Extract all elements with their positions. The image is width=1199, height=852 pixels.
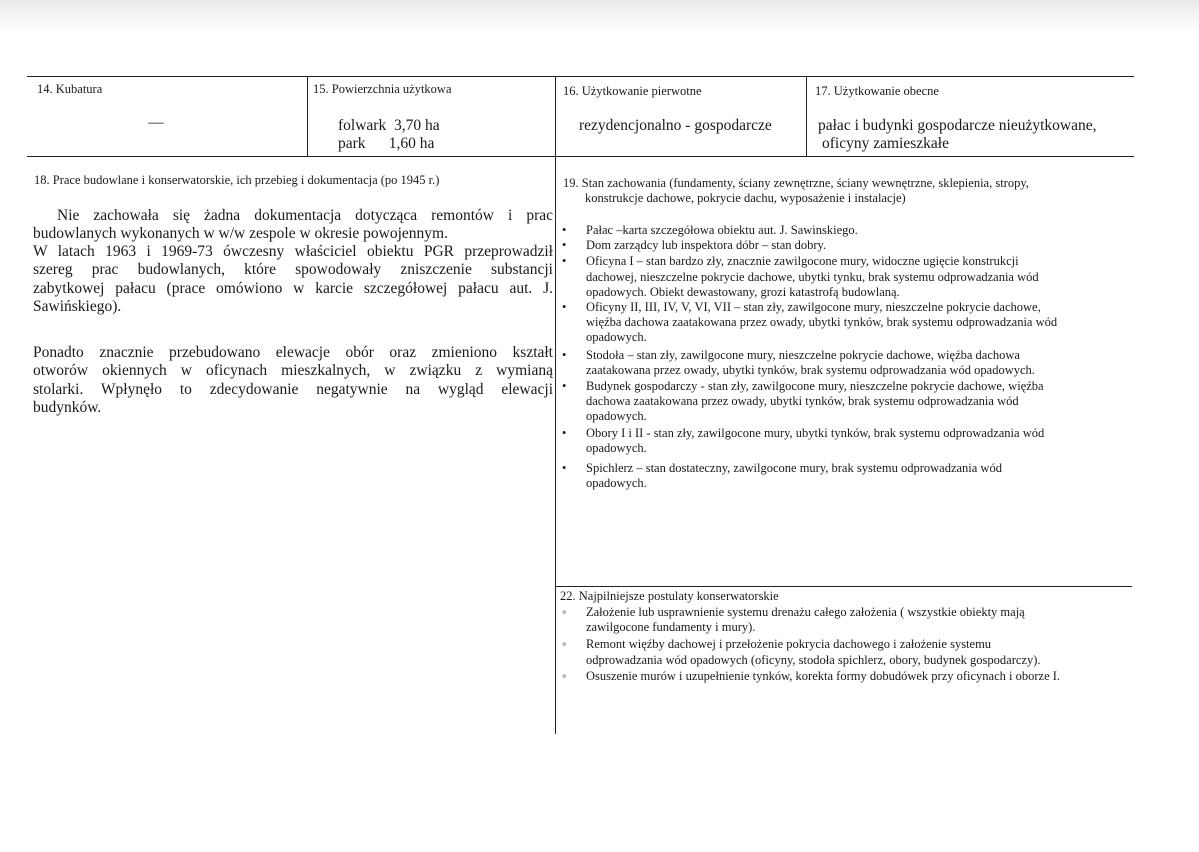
- paragraph-line: Nie zachowała się żadna dokumentacja dotycząca remontów i prac: [57, 207, 553, 224]
- uzytkowanie-obecne-label: 17. Użytkowanie obecne: [815, 84, 939, 98]
- paragraph-line: budynków.: [33, 398, 102, 416]
- section18-label: 18. Prace budowlane i konserwatorskie, ich przebieg i dokumentacja (po 1945 r.): [34, 173, 440, 187]
- bullet-icon: •: [562, 254, 567, 269]
- list-item: [560, 223, 1130, 238]
- bullet-icon: •: [562, 238, 567, 253]
- list-item: [560, 605, 1130, 635]
- section18-paragraph-3: [33, 344, 553, 417]
- bullet-icon: •: [562, 425, 567, 440]
- top-row-bottom-border: [27, 156, 1134, 157]
- section19-condition-list: [560, 223, 1130, 491]
- paragraph-line: Sawińskiego).: [33, 297, 122, 315]
- list-item-text: Dom zarządcy lub inspektora dóbr – stan dobry.: [586, 238, 827, 253]
- uzytkowanie-obecne-line1: pałac i budynki gospodarcze nieużytkowane,: [818, 117, 1097, 134]
- bullet-icon: ◦: [562, 668, 567, 683]
- list-item-text: Oficyna I – stan bardzo zły, znacznie zawilgocone mury, widoczne ugięcie konstrukcji: [586, 254, 1019, 269]
- bullet-icon: •: [562, 300, 567, 315]
- list-item-text: dachowej, nieszczelne pokrycie dachowe, ubytki tynku, brak systemu odprowadzania wód: [586, 269, 1039, 284]
- bullet-icon: •: [562, 461, 567, 476]
- list-item: [560, 669, 1130, 684]
- section18-paragraph-2: [33, 243, 553, 316]
- main-column-divider: [555, 156, 556, 734]
- list-item-text: Założenie lub usprawnienie systemu drenażu całego założenia ( wszystkie obiekty mają: [586, 605, 1025, 619]
- section19-label-line1: 19. Stan zachowania (fundamenty, ściany zewnętrzne, ściany wewnętrzne, sklepienia, stropy,: [563, 176, 1029, 190]
- list-item-text: opadowych.: [586, 476, 647, 491]
- list-item-text: opadowych.: [586, 330, 647, 345]
- bullet-icon: ◦: [562, 605, 567, 619]
- list-item-text: odprowadzania wód opadowych (oficyny, stodoła spichlerz, obory, budynek gospodarczy).: [586, 652, 1041, 667]
- section19-label-line2: konstrukcje dachowe, pokrycie dachu, wyposażenie i instalacje): [585, 191, 906, 205]
- paragraph-line: otworów okiennych w oficynach mieszkalnych, w związku z wymianą: [33, 362, 553, 380]
- list-item-text: opadowych.: [586, 409, 647, 424]
- list-item-text: Pałac –karta szczegółowa obiektu aut. J. Sawinskiego.: [586, 223, 858, 237]
- paragraph-line: budowlanych wykonanych w w/w zespole w okresie powojennym.: [33, 225, 448, 243]
- section18-paragraph-1: [33, 207, 553, 244]
- bullet-icon: •: [562, 347, 567, 362]
- section22-postulates-list: [560, 605, 1130, 684]
- list-item-text: Spichlerz – stan dostateczny, zawilgocone mury, brak systemu odprowadzania wód: [586, 461, 1002, 476]
- paragraph-line: stolarki. Wpłynęło to zdecydowanie negatywnie na wygląd elewacji: [33, 380, 553, 398]
- kubatura-label: 14. Kubatura: [37, 82, 103, 96]
- paragraph-line: W latach 1963 i 1969-73 ówczesny właściciel obiektu PGR przeprowadził: [33, 243, 553, 260]
- list-item: [560, 461, 1130, 491]
- list-item-text: Stodoła – stan zły, zawilgocone mury, nieszczelne pokrycie dachowe, więźba dachowa: [586, 347, 1020, 362]
- list-item: [560, 254, 1130, 300]
- list-item: [560, 238, 1130, 253]
- list-item: [560, 637, 1130, 667]
- paragraph-line: szereg prac budowlanych, które spowodowały zniszczenie substancji: [33, 261, 553, 279]
- divider-16-17: [806, 76, 807, 156]
- powierzchnia-folwark: folwark 3,70 ha: [338, 117, 440, 134]
- bullet-icon: •: [562, 223, 567, 237]
- list-item: [560, 300, 1130, 346]
- bullet-icon: ◦: [562, 637, 567, 652]
- list-item-text: Osuszenie murów i uzupełnienie tynków, korekta formy dobudówek przy oficynach i oborze I.: [586, 668, 1061, 683]
- section22-top-border: [555, 586, 1132, 587]
- uzytkowanie-obecne-line2: oficyny zamieszkałe: [822, 135, 949, 152]
- list-item-text: zawilgocone fundamenty i mury).: [586, 620, 756, 635]
- paragraph-line: zabytkowej pałacu (prace omówiono w karcie szczegółowej pałacu aut. J.: [33, 279, 553, 297]
- uzytkowanie-pierwotne-value: rezydencjonalno - gospodarcze: [579, 117, 772, 134]
- list-item-text: Budynek gospodarczy - stan zły, zawilgocone mury, nieszczelne pokrycie dachowe, więźba: [586, 379, 1044, 394]
- list-item: [560, 426, 1130, 456]
- powierzchnia-park: park 1,60 ha: [338, 135, 435, 152]
- list-item-text: więźba dachowa zaatakowana przez owady, ubytki tynków, brak systemu odprowadzania wód: [586, 315, 1058, 330]
- top-row-border: [27, 76, 1134, 77]
- kubatura-value: —: [148, 114, 164, 131]
- list-item-text: opadowych. Obiekt dewastowany, grozi katastrofą budowlaną.: [586, 284, 900, 299]
- list-item-text: opadowych.: [586, 440, 647, 455]
- divider-14-15: [307, 76, 308, 156]
- powierzchnia-label: 15. Powierzchnia użytkowa: [313, 82, 452, 96]
- list-item-text: Obory I i II - stan zły, zawilgocone mury, ubytki tynków, brak systemu odprowadzania wód: [586, 425, 1045, 440]
- list-item-text: zaatakowana przez owady, ubytki tynków, brak systemu odprowadzania wód opadowych.: [586, 362, 1035, 377]
- list-item-text: Oficyny II, III, IV, V, VI, VII – stan zły, zawilgocone mury, nieszczelne pokrycie dachowe,: [586, 300, 1041, 315]
- section22-label: 22. Najpilniejsze postulaty konserwatorskie: [560, 589, 779, 603]
- list-item: [560, 379, 1130, 425]
- bullet-icon: •: [562, 379, 567, 394]
- list-item-text: dachowa zaatakowana przez owady, ubytki tynków, brak systemu odprowadzania wód: [586, 394, 1019, 409]
- paragraph-line: Ponadto znacznie przebudowano elewacje obór oraz zmieniono kształt: [33, 344, 553, 361]
- list-item: [560, 348, 1130, 378]
- list-item-text: Remont więźby dachowej i przełożenie pokrycia dachowego i założenie systemu: [586, 637, 992, 652]
- uzytkowanie-pierwotne-label: 16. Użytkowanie pierwotne: [563, 84, 702, 98]
- divider-15-16: [555, 76, 556, 156]
